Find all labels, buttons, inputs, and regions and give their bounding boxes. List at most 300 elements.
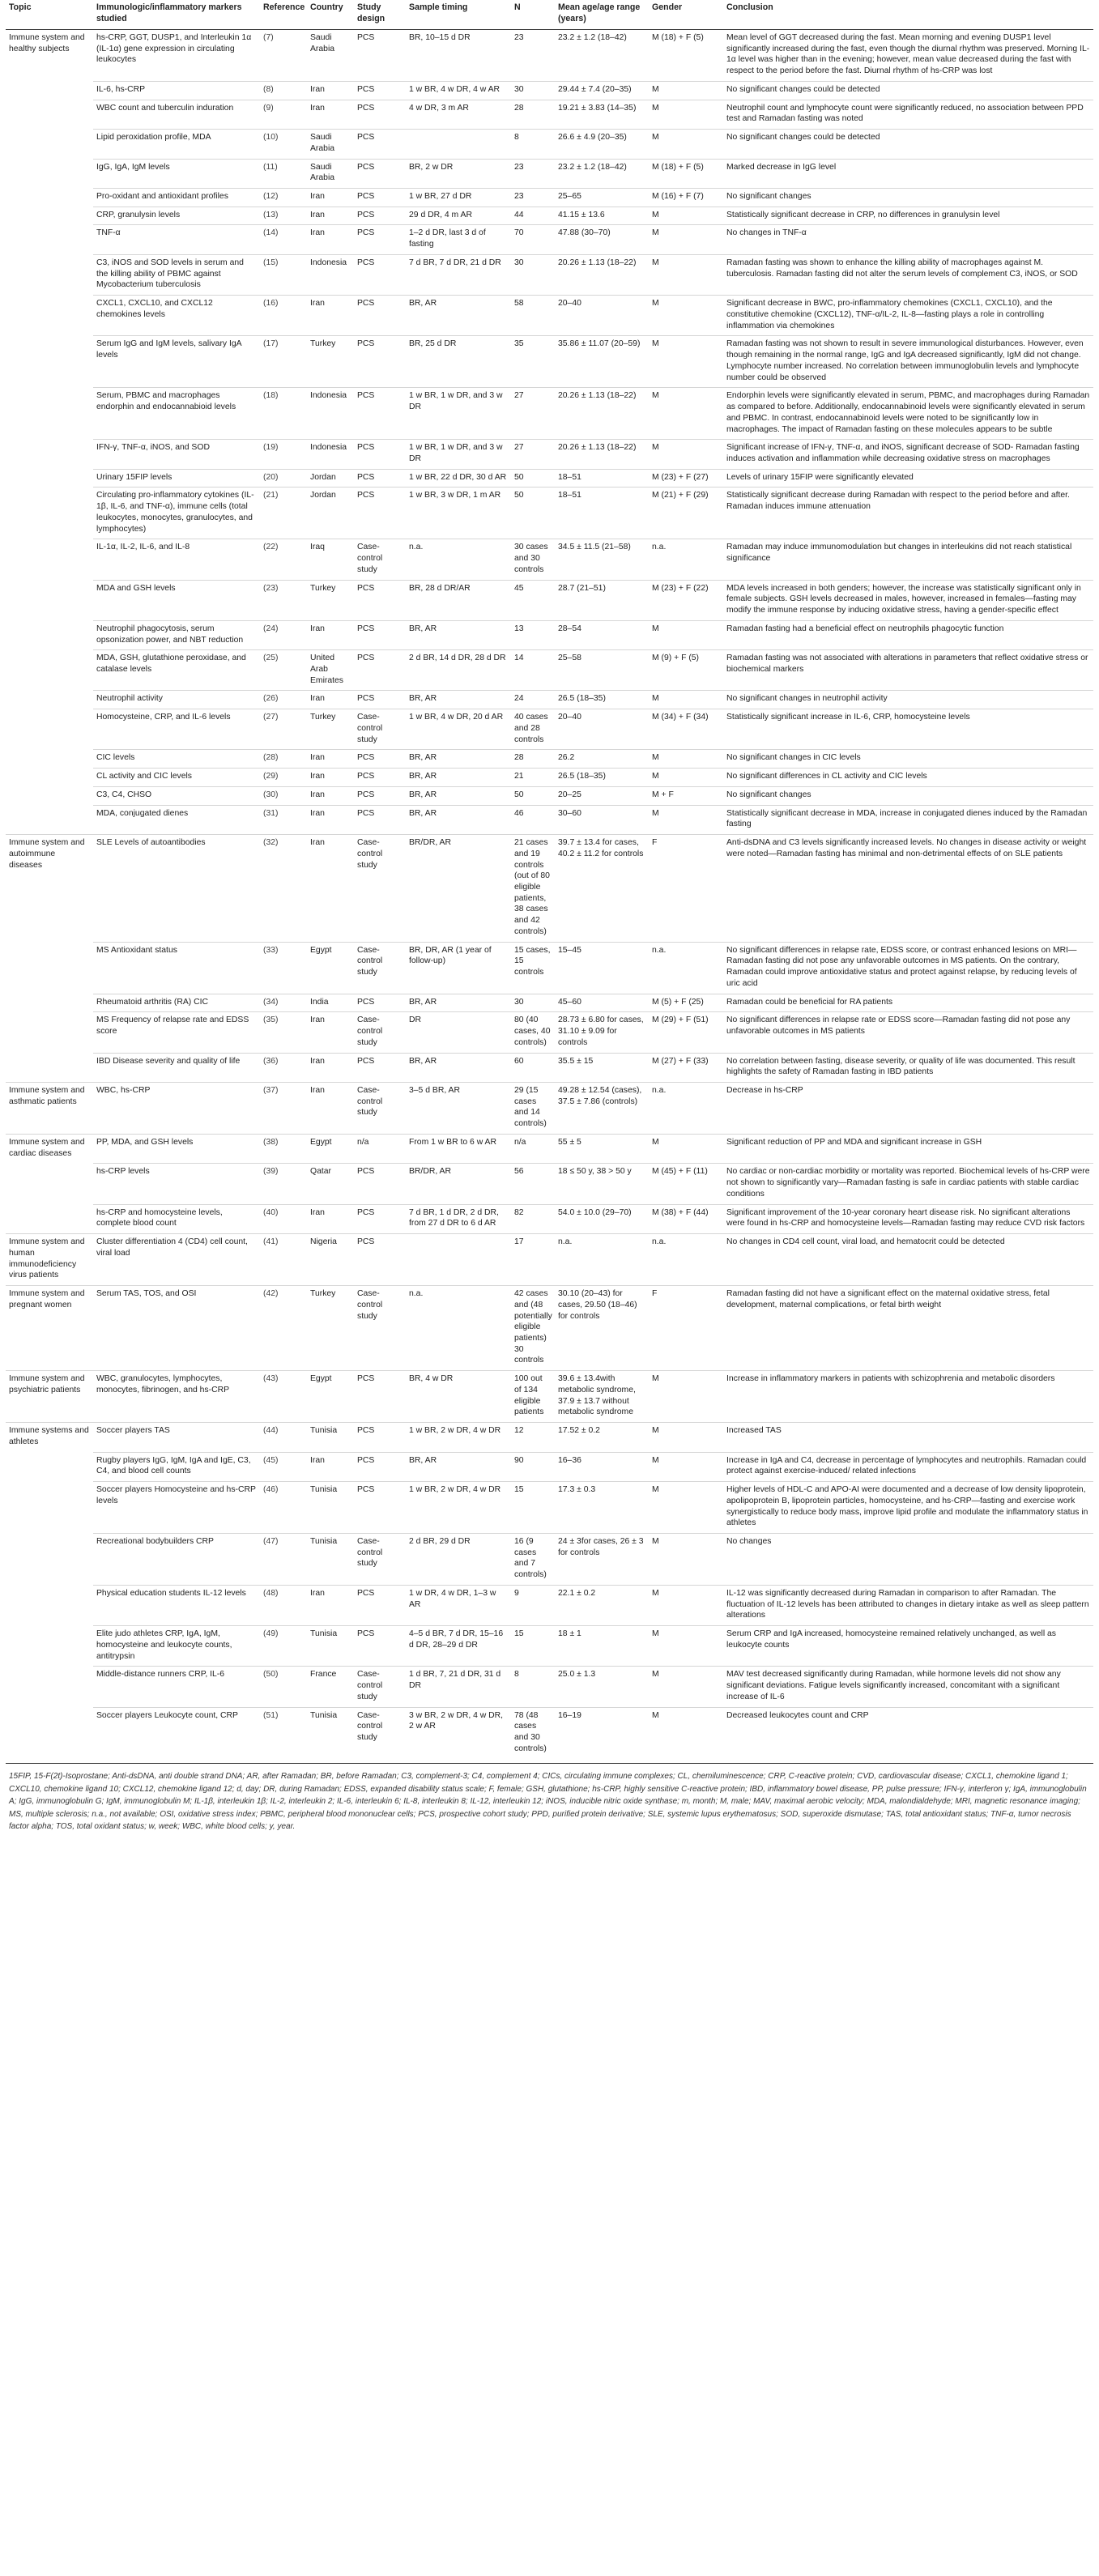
cell-conclusion: No significant changes in CIC levels	[723, 750, 1093, 769]
cell-gender: M (38) + F (44)	[649, 1204, 723, 1233]
cell-markers: WBC, granulocytes, lymphocytes, monocytes, fibrinogen, and hs-CRP	[93, 1371, 260, 1423]
table-row	[6, 1452, 1093, 1481]
cell-design: PCS	[354, 1371, 406, 1423]
cell-reference: (13)	[260, 207, 307, 225]
col-timing: Sample timing	[406, 0, 511, 29]
cell-conclusion: Ramadan could be beneficial for RA patients	[723, 994, 1093, 1012]
cell-age: 15–45	[555, 942, 649, 994]
table-row	[6, 1707, 1093, 1758]
cell-reference: (46)	[260, 1482, 307, 1534]
cell-conclusion: Higher levels of HDL-C and APO-AI were documented and a decrease of low density lipoprotein, apolipoprotein B, lipoprotein particles, homocysteine, and hs-CRP—fasting and exercise work synergistically to reduce body mass, improve lipid profile and modulate the inflammatory status in athletes	[723, 1482, 1093, 1534]
cell-timing: 1 w BR, 27 d DR	[406, 189, 511, 207]
col-age: Mean age/age range (years)	[555, 0, 649, 29]
cell-conclusion: Decrease in hs-CRP	[723, 1083, 1093, 1135]
table-row	[6, 81, 1093, 100]
cell-country: Egypt	[307, 1134, 354, 1163]
cell-timing: BR, AR	[406, 691, 511, 709]
cell-gender: M (9) + F (5)	[649, 650, 723, 691]
cell-reference: (35)	[260, 1012, 307, 1053]
cell-age: 28–54	[555, 620, 649, 649]
cell-n: 35	[511, 336, 555, 388]
cell-gender: M	[649, 691, 723, 709]
table-body	[6, 29, 1093, 1758]
table-row	[6, 189, 1093, 207]
cell-timing: BR, AR	[406, 1452, 511, 1481]
cell-design: Case-control study	[354, 1667, 406, 1707]
cell-conclusion: No changes in CD4 cell count, viral load, and hematocrit could be detected	[723, 1234, 1093, 1286]
cell-topic	[6, 1533, 93, 1585]
table-row	[6, 100, 1093, 129]
cell-gender: M + F	[649, 786, 723, 805]
cell-n: 27	[511, 388, 555, 440]
cell-design: Case-control study	[354, 1012, 406, 1053]
cell-conclusion: MAV test decreased significantly during Ramadan, while hormone levels did not show any significant deviations. Fatigue levels significantly increased, concomitant with a significant increase of IL-6	[723, 1667, 1093, 1707]
cell-age: 45–60	[555, 994, 649, 1012]
cell-age: 22.1 ± 0.2	[555, 1585, 649, 1625]
cell-gender: M	[649, 1452, 723, 1481]
cell-conclusion: No cardiac or non-cardiac morbidity or mortality was reported. Biochemical levels of hs-CRP were not shown to significantly vary—Ramadan fasting is safe in cardiac patients with stable cardiac conditions	[723, 1164, 1093, 1204]
cell-topic: Immune system and asthmatic patients	[6, 1083, 93, 1135]
cell-topic	[6, 1204, 93, 1233]
cell-n: 15	[511, 1626, 555, 1667]
cell-topic	[6, 388, 93, 440]
cell-markers: Pro-oxidant and antioxidant profiles	[93, 189, 260, 207]
cell-n: 28	[511, 100, 555, 129]
cell-gender: M	[649, 620, 723, 649]
cell-age: 23.2 ± 1.2 (18–42)	[555, 159, 649, 188]
cell-topic	[6, 805, 93, 834]
cell-markers: MDA, conjugated dienes	[93, 805, 260, 834]
cell-n: 13	[511, 620, 555, 649]
cell-country: Iran	[307, 805, 354, 834]
table-row	[6, 750, 1093, 769]
cell-gender: M	[649, 388, 723, 440]
cell-country: Iran	[307, 81, 354, 100]
cell-age: 26.5 (18–35)	[555, 769, 649, 787]
cell-markers: Rugby players IgG, IgM, IgA and IgE, C3, C4, and blood cell counts	[93, 1452, 260, 1481]
cell-n: 50	[511, 488, 555, 539]
cell-age: 55 ± 5	[555, 1134, 649, 1163]
cell-conclusion: Decreased leukocytes count and CRP	[723, 1707, 1093, 1758]
cell-timing: 1 w BR, 2 w DR, 4 w DR	[406, 1423, 511, 1452]
table-row	[6, 469, 1093, 488]
cell-conclusion: Endorphin levels were significantly elevated in serum, PBMC, and macrophages during Ramadan as compared to before. Additionally, endocannabinoid levels were significantly elevated in serum and PBMC. In contrast, endocannabinoid levels were noted to be significantly low in macrophages. The impact of Ramadan fasting on these molecules appears to be subtle	[723, 388, 1093, 440]
cell-timing: 1 w BR, 22 d DR, 30 d AR	[406, 469, 511, 488]
table-row	[6, 786, 1093, 805]
cell-conclusion: No significant changes	[723, 786, 1093, 805]
cell-gender: M	[649, 207, 723, 225]
cell-reference: (9)	[260, 100, 307, 129]
table-row	[6, 336, 1093, 388]
cell-timing: DR	[406, 1012, 511, 1053]
cell-age: 25.0 ± 1.3	[555, 1667, 649, 1707]
cell-country: Indonesia	[307, 440, 354, 469]
cell-n: 50	[511, 469, 555, 488]
cell-gender: M	[649, 1707, 723, 1758]
cell-conclusion: Statistically significant decrease in CRP, no differences in granulysin level	[723, 207, 1093, 225]
cell-design: PCS	[354, 336, 406, 388]
cell-reference: (41)	[260, 1234, 307, 1286]
cell-reference: (22)	[260, 539, 307, 580]
cell-design: PCS	[354, 769, 406, 787]
cell-conclusion: Statistically significant increase in IL-6, CRP, homocysteine levels	[723, 709, 1093, 750]
table-row	[6, 1053, 1093, 1082]
cell-country: Tunisia	[307, 1482, 354, 1534]
cell-topic	[6, 159, 93, 188]
cell-markers: IFN-γ, TNF-α, iNOS, and SOD	[93, 440, 260, 469]
cell-reference: (38)	[260, 1134, 307, 1163]
cell-age: 16–19	[555, 1707, 649, 1758]
cell-timing: 1–2 d DR, last 3 d of fasting	[406, 225, 511, 254]
cell-reference: (31)	[260, 805, 307, 834]
cell-country: Turkey	[307, 1286, 354, 1371]
cell-country: Iran	[307, 100, 354, 129]
cell-conclusion: Ramadan fasting had a beneficial effect on neutrophils phagocytic function	[723, 620, 1093, 649]
cell-gender: M	[649, 130, 723, 159]
cell-reference: (21)	[260, 488, 307, 539]
cell-topic	[6, 100, 93, 129]
table-row	[6, 1083, 1093, 1135]
cell-timing: n.a.	[406, 1286, 511, 1371]
cell-topic	[6, 130, 93, 159]
cell-country: Egypt	[307, 942, 354, 994]
cell-country: Qatar	[307, 1164, 354, 1204]
cell-n: 9	[511, 1585, 555, 1625]
cell-conclusion: No significant changes in neutrophil activity	[723, 691, 1093, 709]
cell-topic	[6, 942, 93, 994]
cell-country: Iran	[307, 207, 354, 225]
cell-gender: M	[649, 440, 723, 469]
col-n: N	[511, 0, 555, 29]
cell-topic	[6, 1012, 93, 1053]
cell-topic	[6, 81, 93, 100]
table-row	[6, 769, 1093, 787]
cell-reference: (18)	[260, 388, 307, 440]
cell-markers: IL-1α, IL-2, IL-6, and IL-8	[93, 539, 260, 580]
cell-gender: F	[649, 835, 723, 943]
table-row	[6, 29, 1093, 81]
cell-design: Case-control study	[354, 1707, 406, 1758]
cell-topic	[6, 750, 93, 769]
cell-age: 28.7 (21–51)	[555, 580, 649, 620]
cell-design: Case-control study	[354, 539, 406, 580]
cell-conclusion: Increase in IgA and C4, decrease in percentage of lymphocytes and neutrophils. Ramadan could protect against exercise-induced/ related infections	[723, 1452, 1093, 1481]
cell-conclusion: Ramadan fasting was not shown to result in severe immunological disturbances. However, even though remaining in the normal range, IgG and IgA decreased significantly, IgM did not change. Lymphocyte number increased. No correlation between immunoglobulin levels and lymphocyte number could be observed	[723, 336, 1093, 388]
cell-markers: CL activity and CIC levels	[93, 769, 260, 787]
cell-age: 35.86 ± 11.07 (20–59)	[555, 336, 649, 388]
cell-gender: M (23) + F (22)	[649, 580, 723, 620]
cell-timing: 1 d BR, 7, 21 d DR, 31 d DR	[406, 1667, 511, 1707]
cell-gender: M	[649, 81, 723, 100]
table-row	[6, 1234, 1093, 1286]
cell-design: PCS	[354, 786, 406, 805]
cell-timing: BR, AR	[406, 620, 511, 649]
cell-markers: Soccer players Homocysteine and hs-CRP levels	[93, 1482, 260, 1534]
cell-markers: Rheumatoid arthritis (RA) CIC	[93, 994, 260, 1012]
cell-conclusion: Ramadan fasting did not have a significant effect on the maternal oxidative stress, fetal development, maternal complications, or fetal birth weight	[723, 1286, 1093, 1371]
cell-reference: (16)	[260, 296, 307, 336]
cell-design: PCS	[354, 1164, 406, 1204]
cell-age: 16–36	[555, 1452, 649, 1481]
table-row	[6, 488, 1093, 539]
cell-reference: (36)	[260, 1053, 307, 1082]
cell-design: Case-control study	[354, 1083, 406, 1135]
table-row	[6, 1286, 1093, 1371]
cell-age: 25–65	[555, 189, 649, 207]
cell-age: 41.15 ± 13.6	[555, 207, 649, 225]
table-row	[6, 207, 1093, 225]
cell-reference: (14)	[260, 225, 307, 254]
cell-n: 40 cases and 28 controls	[511, 709, 555, 750]
cell-design: n/a	[354, 1134, 406, 1163]
cell-conclusion: No significant changes	[723, 189, 1093, 207]
cell-conclusion: Anti-dsDNA and C3 levels significantly increased levels. No changes in disease activity or weight were noted—Ramadan fasting has minimal and non-detrimental effects of on SLE patients	[723, 835, 1093, 943]
cell-markers: Soccer players Leukocyte count, CRP	[93, 1707, 260, 1758]
cell-n: 27	[511, 440, 555, 469]
table-row	[6, 1667, 1093, 1707]
cell-reference: (19)	[260, 440, 307, 469]
cell-markers: Physical education students IL-12 levels	[93, 1585, 260, 1625]
cell-reference: (44)	[260, 1423, 307, 1452]
table-row	[6, 835, 1093, 943]
cell-design: PCS	[354, 29, 406, 81]
cell-reference: (34)	[260, 994, 307, 1012]
cell-markers: hs-CRP, GGT, DUSP1, and Interleukin 1α (IL-1α) gene expression in circulating leukocytes	[93, 29, 260, 81]
cell-markers: hs-CRP levels	[93, 1164, 260, 1204]
cell-markers: Recreational bodybuilders CRP	[93, 1533, 260, 1585]
cell-reference: (23)	[260, 580, 307, 620]
cell-markers: Neutrophil activity	[93, 691, 260, 709]
cell-n: 8	[511, 130, 555, 159]
cell-design: PCS	[354, 1204, 406, 1233]
cell-conclusion: Significant decrease in BWC, pro-inflammatory chemokines (CXCL1, CXCL10), and the constitutive chemokine (CXCL12), TNF-α/IL-2, IL-8—fasting plays a role in controlling inflammation via chemokines	[723, 296, 1093, 336]
cell-n: 29 (15 cases and 14 controls)	[511, 1083, 555, 1135]
cell-design: PCS	[354, 296, 406, 336]
cell-markers: Circulating pro-inflammatory cytokines (IL-1β, IL-6, and TNF-α), immune cells (total leukocytes, monocytes, granulocytes, and lymphocytes)	[93, 488, 260, 539]
cell-age: 20–25	[555, 786, 649, 805]
cell-topic	[6, 296, 93, 336]
cell-topic	[6, 469, 93, 488]
cell-topic: Immune systems and athletes	[6, 1423, 93, 1452]
cell-topic	[6, 1053, 93, 1082]
cell-gender: M	[649, 1134, 723, 1163]
cell-n: 44	[511, 207, 555, 225]
cell-markers: WBC, hs-CRP	[93, 1083, 260, 1135]
cell-age: 18–51	[555, 488, 649, 539]
cell-markers: Serum, PBMC and macrophages endorphin and endocannabioid levels	[93, 388, 260, 440]
cell-reference: (15)	[260, 254, 307, 295]
cell-reference: (24)	[260, 620, 307, 649]
cell-age: 26.6 ± 4.9 (20–35)	[555, 130, 649, 159]
cell-topic	[6, 336, 93, 388]
cell-markers: CIC levels	[93, 750, 260, 769]
cell-design: PCS	[354, 488, 406, 539]
cell-n: n/a	[511, 1134, 555, 1163]
cell-n: 15	[511, 1482, 555, 1534]
cell-gender: n.a.	[649, 1083, 723, 1135]
cell-topic	[6, 1164, 93, 1204]
cell-age: 25–58	[555, 650, 649, 691]
cell-gender: M	[649, 1626, 723, 1667]
cell-conclusion: No correlation between fasting, disease severity, or quality of life was documented. This result highlights the safety of Ramadan fasting in IBD patients	[723, 1053, 1093, 1082]
cell-topic	[6, 709, 93, 750]
cell-markers: Elite judo athletes CRP, IgA, IgM, homocysteine and leukocyte counts, antitrypsin	[93, 1626, 260, 1667]
cell-conclusion: No significant changes could be detected	[723, 130, 1093, 159]
cell-country: Iran	[307, 750, 354, 769]
cell-reference: (39)	[260, 1164, 307, 1204]
cell-reference: (49)	[260, 1626, 307, 1667]
cell-topic	[6, 189, 93, 207]
cell-country: Iran	[307, 1083, 354, 1135]
table-row	[6, 1423, 1093, 1452]
cell-markers: Serum IgG and IgM levels, salivary IgA levels	[93, 336, 260, 388]
cell-design: Case-control study	[354, 709, 406, 750]
cell-n: 28	[511, 750, 555, 769]
cell-gender: M	[649, 1667, 723, 1707]
table-row	[6, 254, 1093, 295]
table-row	[6, 580, 1093, 620]
cell-markers: C3, iNOS and SOD levels in serum and the killing ability of PBMC against Mycobacterium tuberculosis	[93, 254, 260, 295]
cell-country: Iran	[307, 225, 354, 254]
cell-n: 23	[511, 159, 555, 188]
cell-timing	[406, 1234, 511, 1286]
cell-conclusion: Ramadan fasting was shown to enhance the killing ability of macrophages against M. tuberculosis. Ramadan fasting did not alter the serum levels of complement C3, iNOS, or SOD	[723, 254, 1093, 295]
cell-design: PCS	[354, 1482, 406, 1534]
cell-conclusion: No significant changes could be detected	[723, 81, 1093, 100]
cell-timing: BR, AR	[406, 994, 511, 1012]
cell-reference: (11)	[260, 159, 307, 188]
cell-markers: C3, C4, CHSO	[93, 786, 260, 805]
cell-topic	[6, 580, 93, 620]
cell-reference: (10)	[260, 130, 307, 159]
cell-age: n.a.	[555, 1234, 649, 1286]
cell-country: India	[307, 994, 354, 1012]
cell-n: 30	[511, 994, 555, 1012]
cell-timing: n.a.	[406, 539, 511, 580]
cell-gender: M (21) + F (29)	[649, 488, 723, 539]
cell-topic: Immune system and human immunodeficiency virus patients	[6, 1234, 93, 1286]
cell-country: Iran	[307, 1204, 354, 1233]
cell-timing: BR, AR	[406, 769, 511, 787]
cell-n: 70	[511, 225, 555, 254]
cell-timing: BR, 28 d DR/AR	[406, 580, 511, 620]
col-design: Study design	[354, 0, 406, 29]
cell-reference: (51)	[260, 1707, 307, 1758]
cell-age: 17.52 ± 0.2	[555, 1423, 649, 1452]
cell-timing: BR, AR	[406, 786, 511, 805]
cell-reference: (25)	[260, 650, 307, 691]
cell-n: 60	[511, 1053, 555, 1082]
cell-gender: M (29) + F (51)	[649, 1012, 723, 1053]
cell-conclusion: Mean level of GGT decreased during the fast. Mean morning and evening DUSP1 level significantly increased during the fast, even though the diurnal rhythm was preserved. Morning IL-1α level was higher than in the evening; however, mean value decreased during the fast with respect to the period before the fast. Diurnal rhythm of hs-CRP was lost	[723, 29, 1093, 81]
cell-age: 20.26 ± 1.13 (18–22)	[555, 440, 649, 469]
cell-n: 45	[511, 580, 555, 620]
cell-reference: (42)	[260, 1286, 307, 1371]
cell-country: Iran	[307, 786, 354, 805]
cell-markers: hs-CRP and homocysteine levels, complete blood count	[93, 1204, 260, 1233]
cell-n: 17	[511, 1234, 555, 1286]
cell-timing: BR, 4 w DR	[406, 1371, 511, 1423]
cell-markers: Neutrophil phagocytosis, serum opsonization power, and NBT reduction	[93, 620, 260, 649]
cell-gender: M	[649, 1533, 723, 1585]
table-row	[6, 159, 1093, 188]
cell-country: Iran	[307, 769, 354, 787]
cell-country: France	[307, 1667, 354, 1707]
table-page	[6, 0, 1093, 1837]
cell-age: 30–60	[555, 805, 649, 834]
cell-design: PCS	[354, 81, 406, 100]
cell-topic: Immune system and psychiatric patients	[6, 1371, 93, 1423]
col-markers: Immunologic/inflammatory markers studied	[93, 0, 260, 29]
table-row	[6, 1626, 1093, 1667]
cell-age: 18 ≤ 50 y, 38 > 50 y	[555, 1164, 649, 1204]
cell-markers: WBC count and tuberculin induration	[93, 100, 260, 129]
cell-gender: M	[649, 805, 723, 834]
cell-gender: M	[649, 336, 723, 388]
cell-country: Jordan	[307, 469, 354, 488]
cell-design: PCS	[354, 750, 406, 769]
cell-markers: PP, MDA, and GSH levels	[93, 1134, 260, 1163]
col-reference: Reference	[260, 0, 307, 29]
cell-n: 21 cases and 19 controls (out of 80 eligible patients, 38 cases and 42 controls)	[511, 835, 555, 943]
table-row	[6, 1482, 1093, 1534]
cell-country: Turkey	[307, 580, 354, 620]
table-row	[6, 805, 1093, 834]
cell-gender: M (27) + F (33)	[649, 1053, 723, 1082]
cell-timing: 2 d BR, 29 d DR	[406, 1533, 511, 1585]
cell-age: 49.28 ± 12.54 (cases), 37.5 ± 7.86 (controls)	[555, 1083, 649, 1135]
cell-country: Tunisia	[307, 1626, 354, 1667]
cell-reference: (43)	[260, 1371, 307, 1423]
cell-country: Turkey	[307, 336, 354, 388]
cell-topic	[6, 207, 93, 225]
cell-gender: M	[649, 750, 723, 769]
cell-markers: CRP, granulysin levels	[93, 207, 260, 225]
cell-country: Saudi Arabia	[307, 29, 354, 81]
cell-conclusion: Significant improvement of the 10-year coronary heart disease risk. No significant alterations were found in hs-CRP and homocysteine levels—Ramadan fasting may reduce CVD risk factors	[723, 1204, 1093, 1233]
cell-conclusion: Marked decrease in IgG level	[723, 159, 1093, 188]
cell-reference: (12)	[260, 189, 307, 207]
studies-table	[6, 0, 1093, 1758]
cell-markers: MS Frequency of relapse rate and EDSS score	[93, 1012, 260, 1053]
cell-age: 29.44 ± 7.4 (20–35)	[555, 81, 649, 100]
cell-topic: Immune system and cardiac diseases	[6, 1134, 93, 1163]
cell-age: 20.26 ± 1.13 (18–22)	[555, 254, 649, 295]
cell-gender: M (5) + F (25)	[649, 994, 723, 1012]
cell-age: 35.5 ± 15	[555, 1053, 649, 1082]
cell-topic	[6, 225, 93, 254]
cell-timing: 7 d BR, 1 d DR, 2 d DR, from 27 d DR to 6 d AR	[406, 1204, 511, 1233]
table-row	[6, 388, 1093, 440]
cell-timing: BR, 2 w DR	[406, 159, 511, 188]
cell-country: Indonesia	[307, 388, 354, 440]
cell-age: 24 ± 3for cases, 26 ± 3 for controls	[555, 1533, 649, 1585]
cell-conclusion: Significant reduction of PP and MDA and significant increase in GSH	[723, 1134, 1093, 1163]
cell-age: 28.73 ± 6.80 for cases, 31.10 ± 9.09 for controls	[555, 1012, 649, 1053]
cell-conclusion: IL-12 was significantly decreased during Ramadan in comparison to after Ramadan. The fluctuation of IL-12 levels has been attributed to changes in dietary intake as well as sleep pattern alterations	[723, 1585, 1093, 1625]
cell-timing: 4–5 d BR, 7 d DR, 15–16 d DR, 28–29 d DR	[406, 1626, 511, 1667]
cell-gender: M (18) + F (5)	[649, 159, 723, 188]
cell-conclusion: Statistically significant decrease in MDA, increase in conjugated dienes induced by the Ramadan fasting	[723, 805, 1093, 834]
cell-design: PCS	[354, 691, 406, 709]
table-row	[6, 1371, 1093, 1423]
cell-conclusion: No changes in TNF-α	[723, 225, 1093, 254]
cell-design: PCS	[354, 207, 406, 225]
cell-gender: M	[649, 1585, 723, 1625]
cell-timing: 1 w DR, 4 w DR, 1–3 w AR	[406, 1585, 511, 1625]
cell-markers: MDA, GSH, glutathione peroxidase, and catalase levels	[93, 650, 260, 691]
cell-conclusion: No significant differences in CL activity and CIC levels	[723, 769, 1093, 787]
